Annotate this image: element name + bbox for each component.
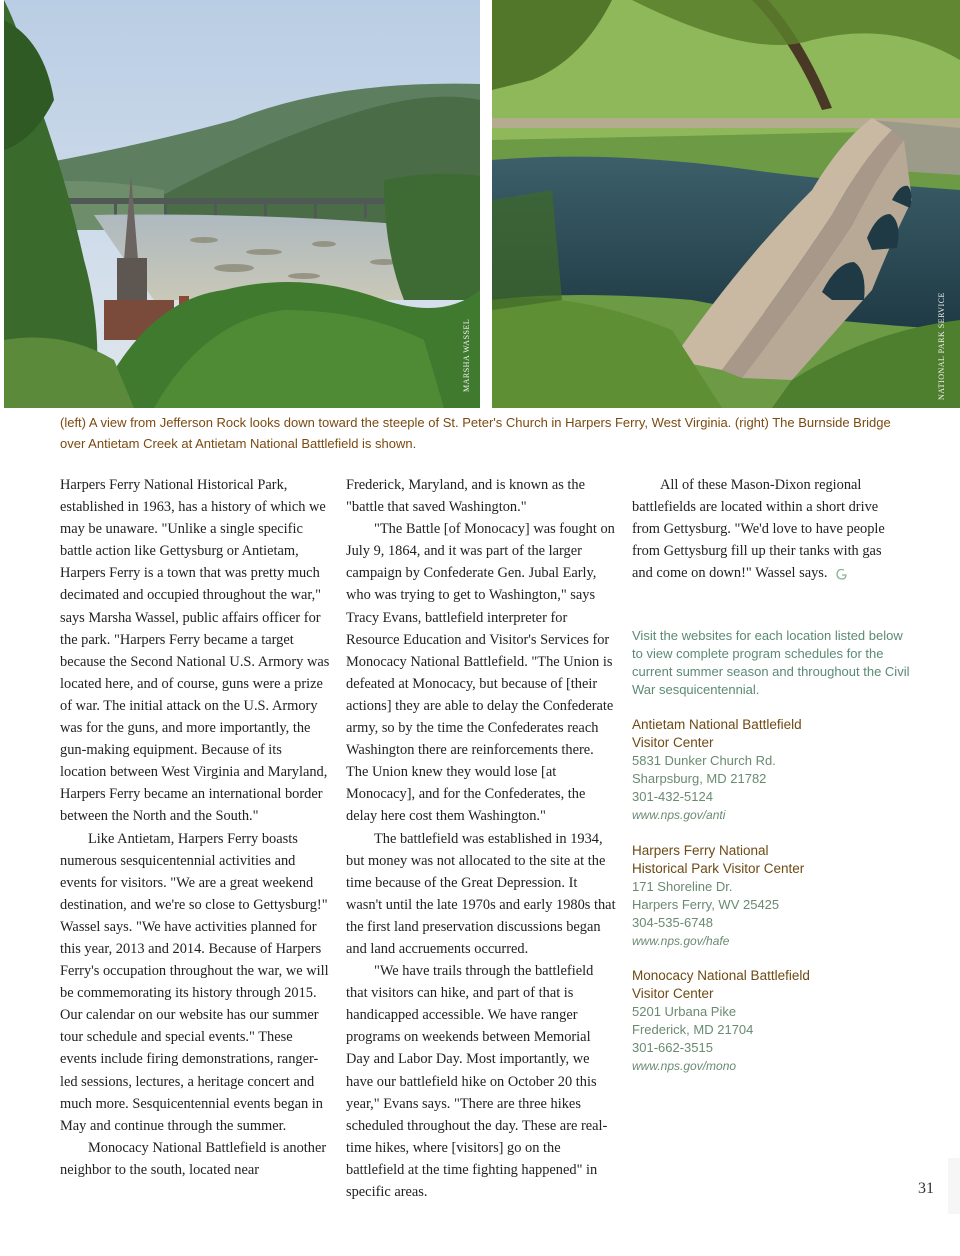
venue-city: Frederick, MD 21704: [632, 1022, 754, 1037]
paragraph: Harpers Ferry National Historical Park, established in 1963, has a history of which we may be unaware. "Unlike a single specific battle action like Gettysburg or Antietam, Harpers Ferry is a town that was pretty much decimated and occupied throughout the war," says Marsha Wassel, public affairs officer for the park. "Harpers Ferry became a target because the Second National U.S. Armory was located here, and of course, guns were a prize of war. The initial attack on the U.S. Armory was for the guns, and more importantly, the gun-making equipment. Because of its location between West Virginia and Maryland, Harpers Ferry became an international border between the North and the South.": [60, 477, 330, 825]
venue-phone: 301-432-5124: [632, 789, 713, 804]
venue-city: Sharpsburg, MD 21782: [632, 771, 767, 786]
venue-name: Harpers Ferry National: [632, 843, 769, 858]
venue-name: Antietam National Battlefield: [632, 717, 802, 732]
venue-name: Visitor Center: [632, 735, 714, 750]
photo-credit-right: NATIONAL PARK SERVICE: [937, 292, 946, 400]
article-column-1: [60, 474, 330, 1181]
venue-harpers-ferry: [632, 842, 912, 950]
paragraph: "The Battle [of Monocacy] was fought on July 9, 1864, and it was part of the larger campaign by Confederate Gen. Jubal Early, who was trying to get to Washington," says Tracy Evans, battlefield interpreter for Resource Education and Visitor's Services for Monocacy National Battlefield. "The Union is defeated at Monocacy, but because of [their actions] they are able to delay the Confederate army, so by the time the Confederates reach Washington there are reinforcements there. The Union knew they would lose [at Monocacy], and for the Confederates, the delay here cost them Washington.": [346, 521, 615, 825]
paragraph: The battlefield was established in 1934, but money was not allocated to the site at the time because of the Great Depression. It wasn't until the late 1970s and early 1980s that the first land preservation discussions began and land accruements occurred.: [346, 830, 616, 957]
photo-caption: (left) A view from Jefferson Rock looks down toward the steeple of St. Peter's Church in Harpers Ferry, West Virginia. (right) The Burnside Bridge over Antietam Creek at Antietam National Battlefield is shown.: [60, 415, 891, 451]
burnside-bridge-illustration: [492, 0, 960, 408]
venue-phone: 301-662-3515: [632, 1040, 713, 1055]
venue-name: Historical Park Visitor Center: [632, 861, 805, 876]
photo-burnside-bridge: [492, 0, 960, 408]
end-mark-icon: [834, 567, 848, 581]
harpers-ferry-illustration: [4, 0, 480, 408]
venue-url-link[interactable]: www.nps.gov/hafe: [632, 934, 730, 948]
venue-phone: 304-535-6748: [632, 915, 713, 930]
paragraph-text: All of these Mason-Dixon regional battlefields are located within a short drive from Gettysburg. "We'd love to have people from Gettysburg fill up their tanks with gas and come on down!" Wassel says.: [632, 477, 885, 582]
venue-monocacy: [632, 967, 912, 1075]
venue-name: Visitor Center: [632, 986, 714, 1001]
photo-harpers-ferry: [4, 0, 480, 408]
paragraph: [632, 474, 902, 584]
venue-url-link[interactable]: www.nps.gov/anti: [632, 808, 726, 822]
venue-address: 5201 Urbana Pike: [632, 1004, 737, 1019]
sidebar-intro: Visit the websites for each location listed below to view complete program schedules for the current summer season and throughout the Civil War sesquicentennial.: [632, 628, 910, 697]
paragraph: Frederick, Maryland, and is known as the "battle that saved Washington.": [346, 477, 585, 516]
photo-credit-left: MARSHA WASSEL: [462, 318, 471, 392]
venue-name: Monocacy National Battlefield: [632, 968, 810, 983]
article-column-3: [632, 474, 902, 584]
venue-url-link[interactable]: www.nps.gov/mono: [632, 1059, 737, 1073]
page-number: 31: [918, 1180, 934, 1197]
venue-antietam: [632, 716, 912, 824]
venue-address: 171 Shoreline Dr.: [632, 879, 733, 894]
venue-address: 5831 Dunker Church Rd.: [632, 753, 776, 768]
paragraph: Like Antietam, Harpers Ferry boasts numerous sesquicentennial activities and events for visitors. "We are a great weekend destination, and we're so close to Gettysburg!" Wassel says. "We have activities planned for this year, 2013 and 2014. Because of Harpers Ferry's occupation throughout the war, we will be commemorating its history through 2015. Our calendar on our website has our summer tour schedule and special events." These events include firing demonstrations, ranger-led sessions, lectures, a heritage concert and much more. Sesquicentennial events began in May and continue through the summer.: [60, 830, 329, 1134]
paragraph: "We have trails through the battlefield that visitors can hike, and part of that is handicapped accessible. We have ranger programs on weekends between Memorial Day and Labor Day. Most importantly, we have our battlefield hike on October 20 this year," Evans says. "There are three hikes scheduled throughout the day. These are real-time hikes, where [visitors] go on the battlefield at the time fighting happened" in specific areas.: [346, 963, 608, 1200]
article-column-2: [346, 474, 616, 1203]
page-edge-tab: [948, 1158, 960, 1214]
venue-city: Harpers Ferry, WV 25425: [632, 897, 780, 912]
paragraph: Monocacy National Battlefield is another neighbor to the south, located near: [60, 1139, 327, 1178]
